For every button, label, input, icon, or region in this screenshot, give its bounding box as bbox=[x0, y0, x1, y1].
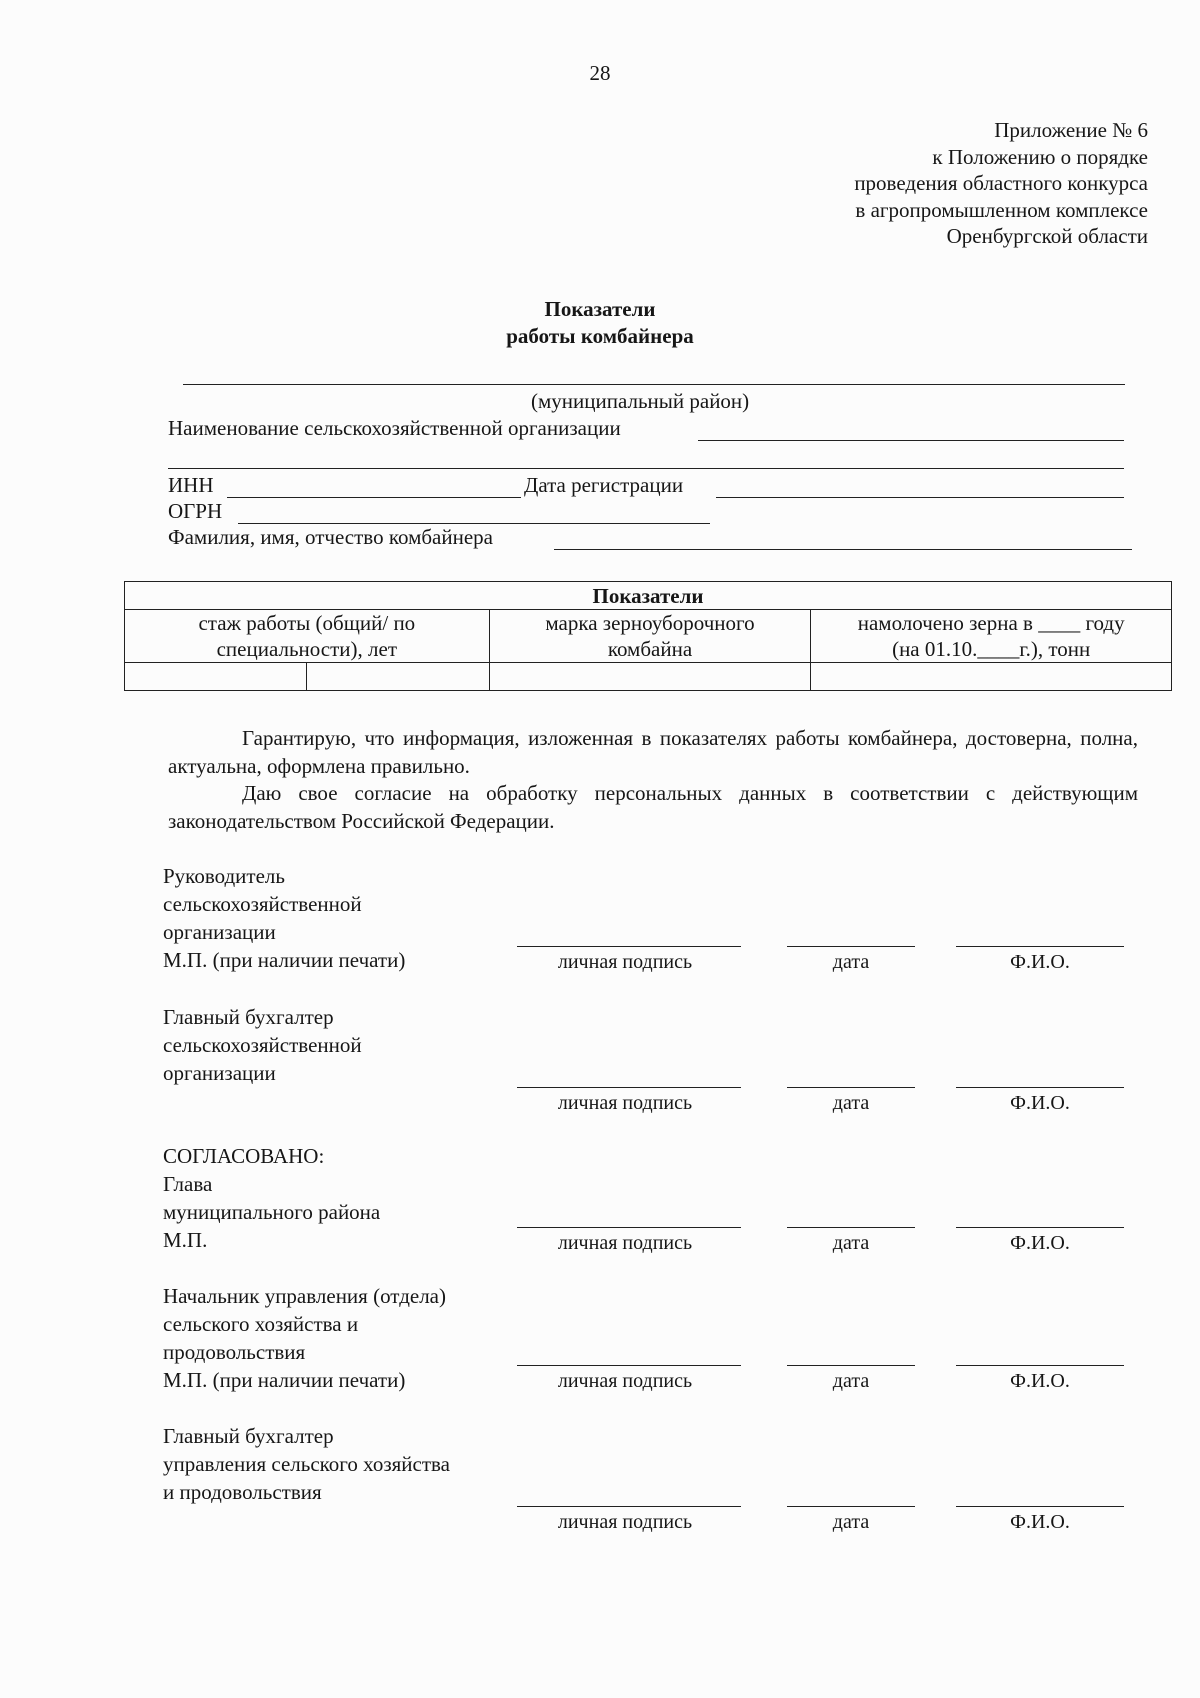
cell-grain-threshed[interactable] bbox=[811, 663, 1172, 691]
column-grain-line: намолочено зерна в ____ году bbox=[857, 611, 1125, 635]
signatory-title-line: М.П. (при наличии печати) bbox=[163, 948, 406, 972]
date-caption: дата bbox=[832, 951, 870, 973]
signature-line[interactable] bbox=[517, 1365, 741, 1366]
full-name-caption: Ф.И.О. bbox=[1010, 1511, 1070, 1533]
full-name-line[interactable] bbox=[956, 1365, 1124, 1366]
signatory-title-line: сельского хозяйства и bbox=[163, 1312, 359, 1336]
date-caption: дата bbox=[832, 1232, 870, 1254]
signatory-title-line: сельскохозяйственной bbox=[163, 1033, 362, 1057]
date-caption: дата bbox=[832, 1092, 870, 1114]
full-name-line[interactable] bbox=[956, 946, 1124, 947]
signatory-title-line: Глава bbox=[163, 1172, 213, 1196]
document-title: Показатели bbox=[544, 297, 656, 321]
appendix-line: к Положению о порядке bbox=[932, 144, 1148, 169]
page-number: 28 bbox=[589, 61, 611, 85]
signature-line[interactable] bbox=[517, 1227, 741, 1228]
appendix-line: проведения областного конкурса bbox=[854, 171, 1148, 195]
column-brand-line: комбайна bbox=[607, 637, 693, 661]
cell-combine-brand[interactable] bbox=[489, 663, 811, 691]
date-line[interactable] bbox=[787, 1087, 915, 1088]
operator-name-label: Фамилия, имя, отчество комбайнера bbox=[168, 525, 493, 549]
date-line[interactable] bbox=[787, 1506, 915, 1507]
appendix-line: в агропромышленном комплексе bbox=[855, 197, 1148, 222]
guarantee-statement: Гарантирую, что информация, изложенная в показателях работы комбайнера, достоверна, полна, актуальна, оформлена правильно. bbox=[168, 726, 1138, 778]
signatory-title-line: Главный бухгалтер bbox=[163, 1005, 334, 1029]
date-caption: дата bbox=[832, 1511, 870, 1533]
date-line[interactable] bbox=[787, 1365, 915, 1366]
signature-caption: личная подпись bbox=[557, 1232, 693, 1254]
cell-experience-total[interactable] bbox=[125, 663, 307, 691]
full-name-line[interactable] bbox=[956, 1087, 1124, 1088]
column-brand-line: марка зерноуборочного bbox=[545, 611, 755, 635]
signatory-title-line: организации bbox=[163, 920, 276, 944]
consent-statement: Даю свое согласие на обработку персональных данных в соответствии с действующим законодательством Российской Федерации. bbox=[168, 781, 1138, 833]
signature-caption: личная подпись bbox=[557, 951, 693, 973]
appendix-reference bbox=[728, 117, 1148, 250]
signatory-title-line: управления сельского хозяйства bbox=[163, 1452, 450, 1476]
signatory-title-line: организации bbox=[163, 1061, 276, 1085]
reg-date-field[interactable] bbox=[716, 497, 1124, 498]
appendix-line: Оренбургской области bbox=[946, 224, 1148, 248]
full-name-caption: Ф.И.О. bbox=[1010, 1370, 1070, 1392]
column-grain-line: (на 01.10.____г.), тонн bbox=[892, 637, 1091, 661]
date-caption: дата bbox=[832, 1370, 870, 1392]
indicators-table bbox=[124, 581, 1172, 691]
column-grain-threshed bbox=[811, 610, 1172, 663]
org-name-field-continued[interactable] bbox=[168, 468, 1124, 469]
org-name-field[interactable] bbox=[698, 440, 1124, 441]
district-line bbox=[183, 384, 1125, 385]
full-name-line[interactable] bbox=[956, 1227, 1124, 1228]
signatory-title-line: муниципального района bbox=[163, 1200, 381, 1224]
signature-caption: личная подпись bbox=[557, 1092, 693, 1114]
signatory-title-line: Главный бухгалтер bbox=[163, 1424, 334, 1448]
signature-line[interactable] bbox=[517, 1506, 741, 1507]
ogrn-label: ОГРН bbox=[168, 499, 223, 523]
signature-caption: личная подпись bbox=[557, 1511, 693, 1533]
column-experience-line: стаж работы (общий/ по bbox=[198, 611, 416, 635]
signatory-title-line: М.П. (при наличии печати) bbox=[163, 1368, 406, 1392]
signature-line[interactable] bbox=[517, 946, 741, 947]
signature-caption: личная подпись bbox=[557, 1370, 693, 1392]
signatory-title-line: Начальник управления (отдела) bbox=[163, 1284, 446, 1308]
signature-line[interactable] bbox=[517, 1087, 741, 1088]
table-header: Показатели bbox=[125, 582, 1172, 610]
table-row bbox=[125, 610, 1172, 663]
inn-field[interactable] bbox=[227, 497, 521, 498]
inn-label: ИНН bbox=[168, 473, 214, 497]
signatory-title-line: Руководитель bbox=[163, 864, 285, 888]
signatory-title-line: М.П. bbox=[163, 1228, 208, 1252]
signatory-title-line: и продовольствия bbox=[163, 1480, 322, 1504]
column-experience-line: специальности), лет bbox=[216, 637, 397, 661]
operator-name-field[interactable] bbox=[554, 549, 1132, 550]
signatory-title-line: СОГЛАСОВАНО: bbox=[163, 1144, 325, 1168]
date-line[interactable] bbox=[787, 1227, 915, 1228]
org-name-label: Наименование сельскохозяйственной организации bbox=[168, 416, 621, 440]
appendix-line: Приложение № 6 bbox=[994, 118, 1148, 142]
full-name-caption: Ф.И.О. bbox=[1010, 1232, 1070, 1254]
signatory-title-line: продовольствия bbox=[163, 1340, 306, 1364]
district-caption: (муниципальный район) bbox=[531, 389, 750, 413]
date-line[interactable] bbox=[787, 946, 915, 947]
full-name-line[interactable] bbox=[956, 1506, 1124, 1507]
full-name-caption: Ф.И.О. bbox=[1010, 951, 1070, 973]
full-name-caption: Ф.И.О. bbox=[1010, 1092, 1070, 1114]
column-combine-brand bbox=[489, 610, 811, 663]
cell-experience-specialty[interactable] bbox=[306, 663, 489, 691]
signatory-title-line: сельскохозяйственной bbox=[163, 892, 362, 916]
table-row bbox=[125, 663, 1172, 691]
document-subtitle: работы комбайнера bbox=[506, 324, 694, 348]
column-experience bbox=[125, 610, 490, 663]
reg-date-label: Дата регистрации bbox=[524, 473, 684, 497]
